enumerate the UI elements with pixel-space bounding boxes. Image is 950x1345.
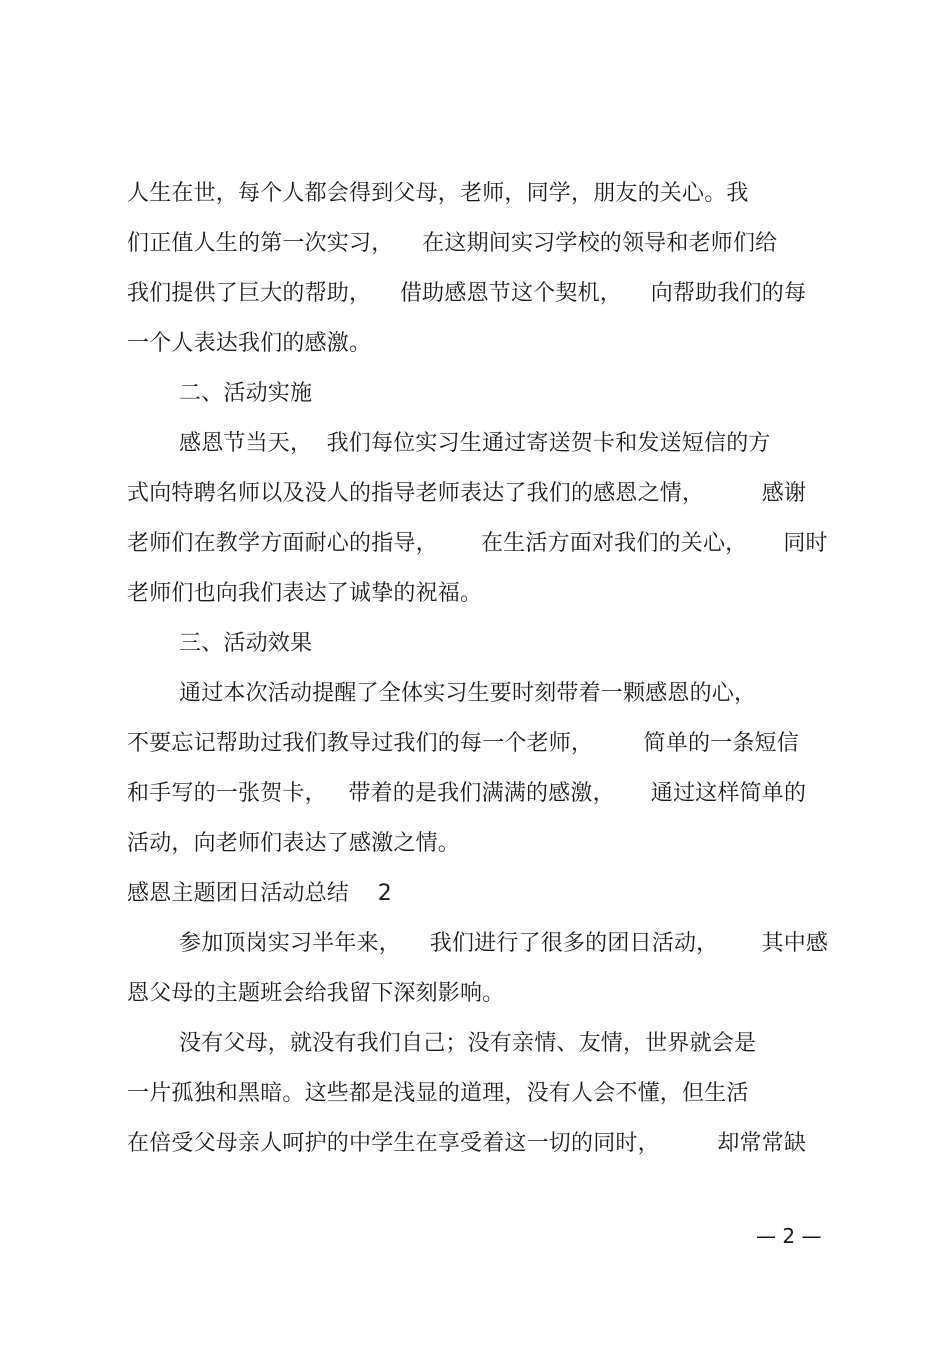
paragraph-line: 参加顶岗实习半年来， 我们进行了很多的团日活动， 其中感 [179,931,829,956]
paragraph-line: 一片孤独和黑暗。这些都是浅显的道理，没有人会不懂，但生活 [127,1081,749,1106]
paragraph-line: 一个人表达我们的感激。 [127,331,372,356]
paragraph-line: 不要忘记帮助过我们教导过我们的每一个老师， 简单的一条短信 [127,731,799,756]
paragraph-line: 在倍受父母亲人呵护的中学生在享受着这一切的同时， 却常常缺 [127,1131,807,1156]
document-subtitle: 感恩主题团日活动总结 2 [127,881,392,906]
paragraph-line: 们正值人生的第一次实习， 在这期间实习学校的领导和老师们给 [127,231,778,256]
paragraph-line: 通过本次活动提醒了全体实习生要时刻带着一颗感恩的心， [179,681,757,706]
paragraph-line: 恩父母的主题班会给我留下深刻影响。 [127,981,505,1006]
paragraph-line: 式向特聘名师以及没人的指导老师表达了我们的感恩之情， 感谢 [127,481,807,506]
page-number: — 2 — [756,1224,822,1248]
paragraph-line: 感恩节当天， 我们每位实习生通过寄送贺卡和发送短信的方 [179,431,771,456]
section-heading: 二、活动实施 [179,381,313,406]
paragraph-line: 人生在世，每个人都会得到父母，老师，同学，朋友的关心。我 [127,181,749,206]
paragraph-line: 老师们也向我们表达了诚挚的祝福。 [127,581,483,606]
paragraph-line: 活动，向老师们表达了感激之情。 [127,831,461,856]
section-heading: 三、活动效果 [179,631,313,656]
paragraph-line: 老师们在教学方面耐心的指导， 在生活方面对我们的关心， 同时 [127,531,828,556]
paragraph-line: 我们提供了巨大的帮助， 借助感恩节这个契机， 向帮助我们的每 [127,281,807,306]
paragraph-line: 和手写的一张贺卡， 带着的是我们满满的感激， 通过这样简单的 [127,781,807,806]
paragraph-line: 没有父母，就没有我们自己；没有亲情、友情，世界就会是 [179,1031,757,1056]
